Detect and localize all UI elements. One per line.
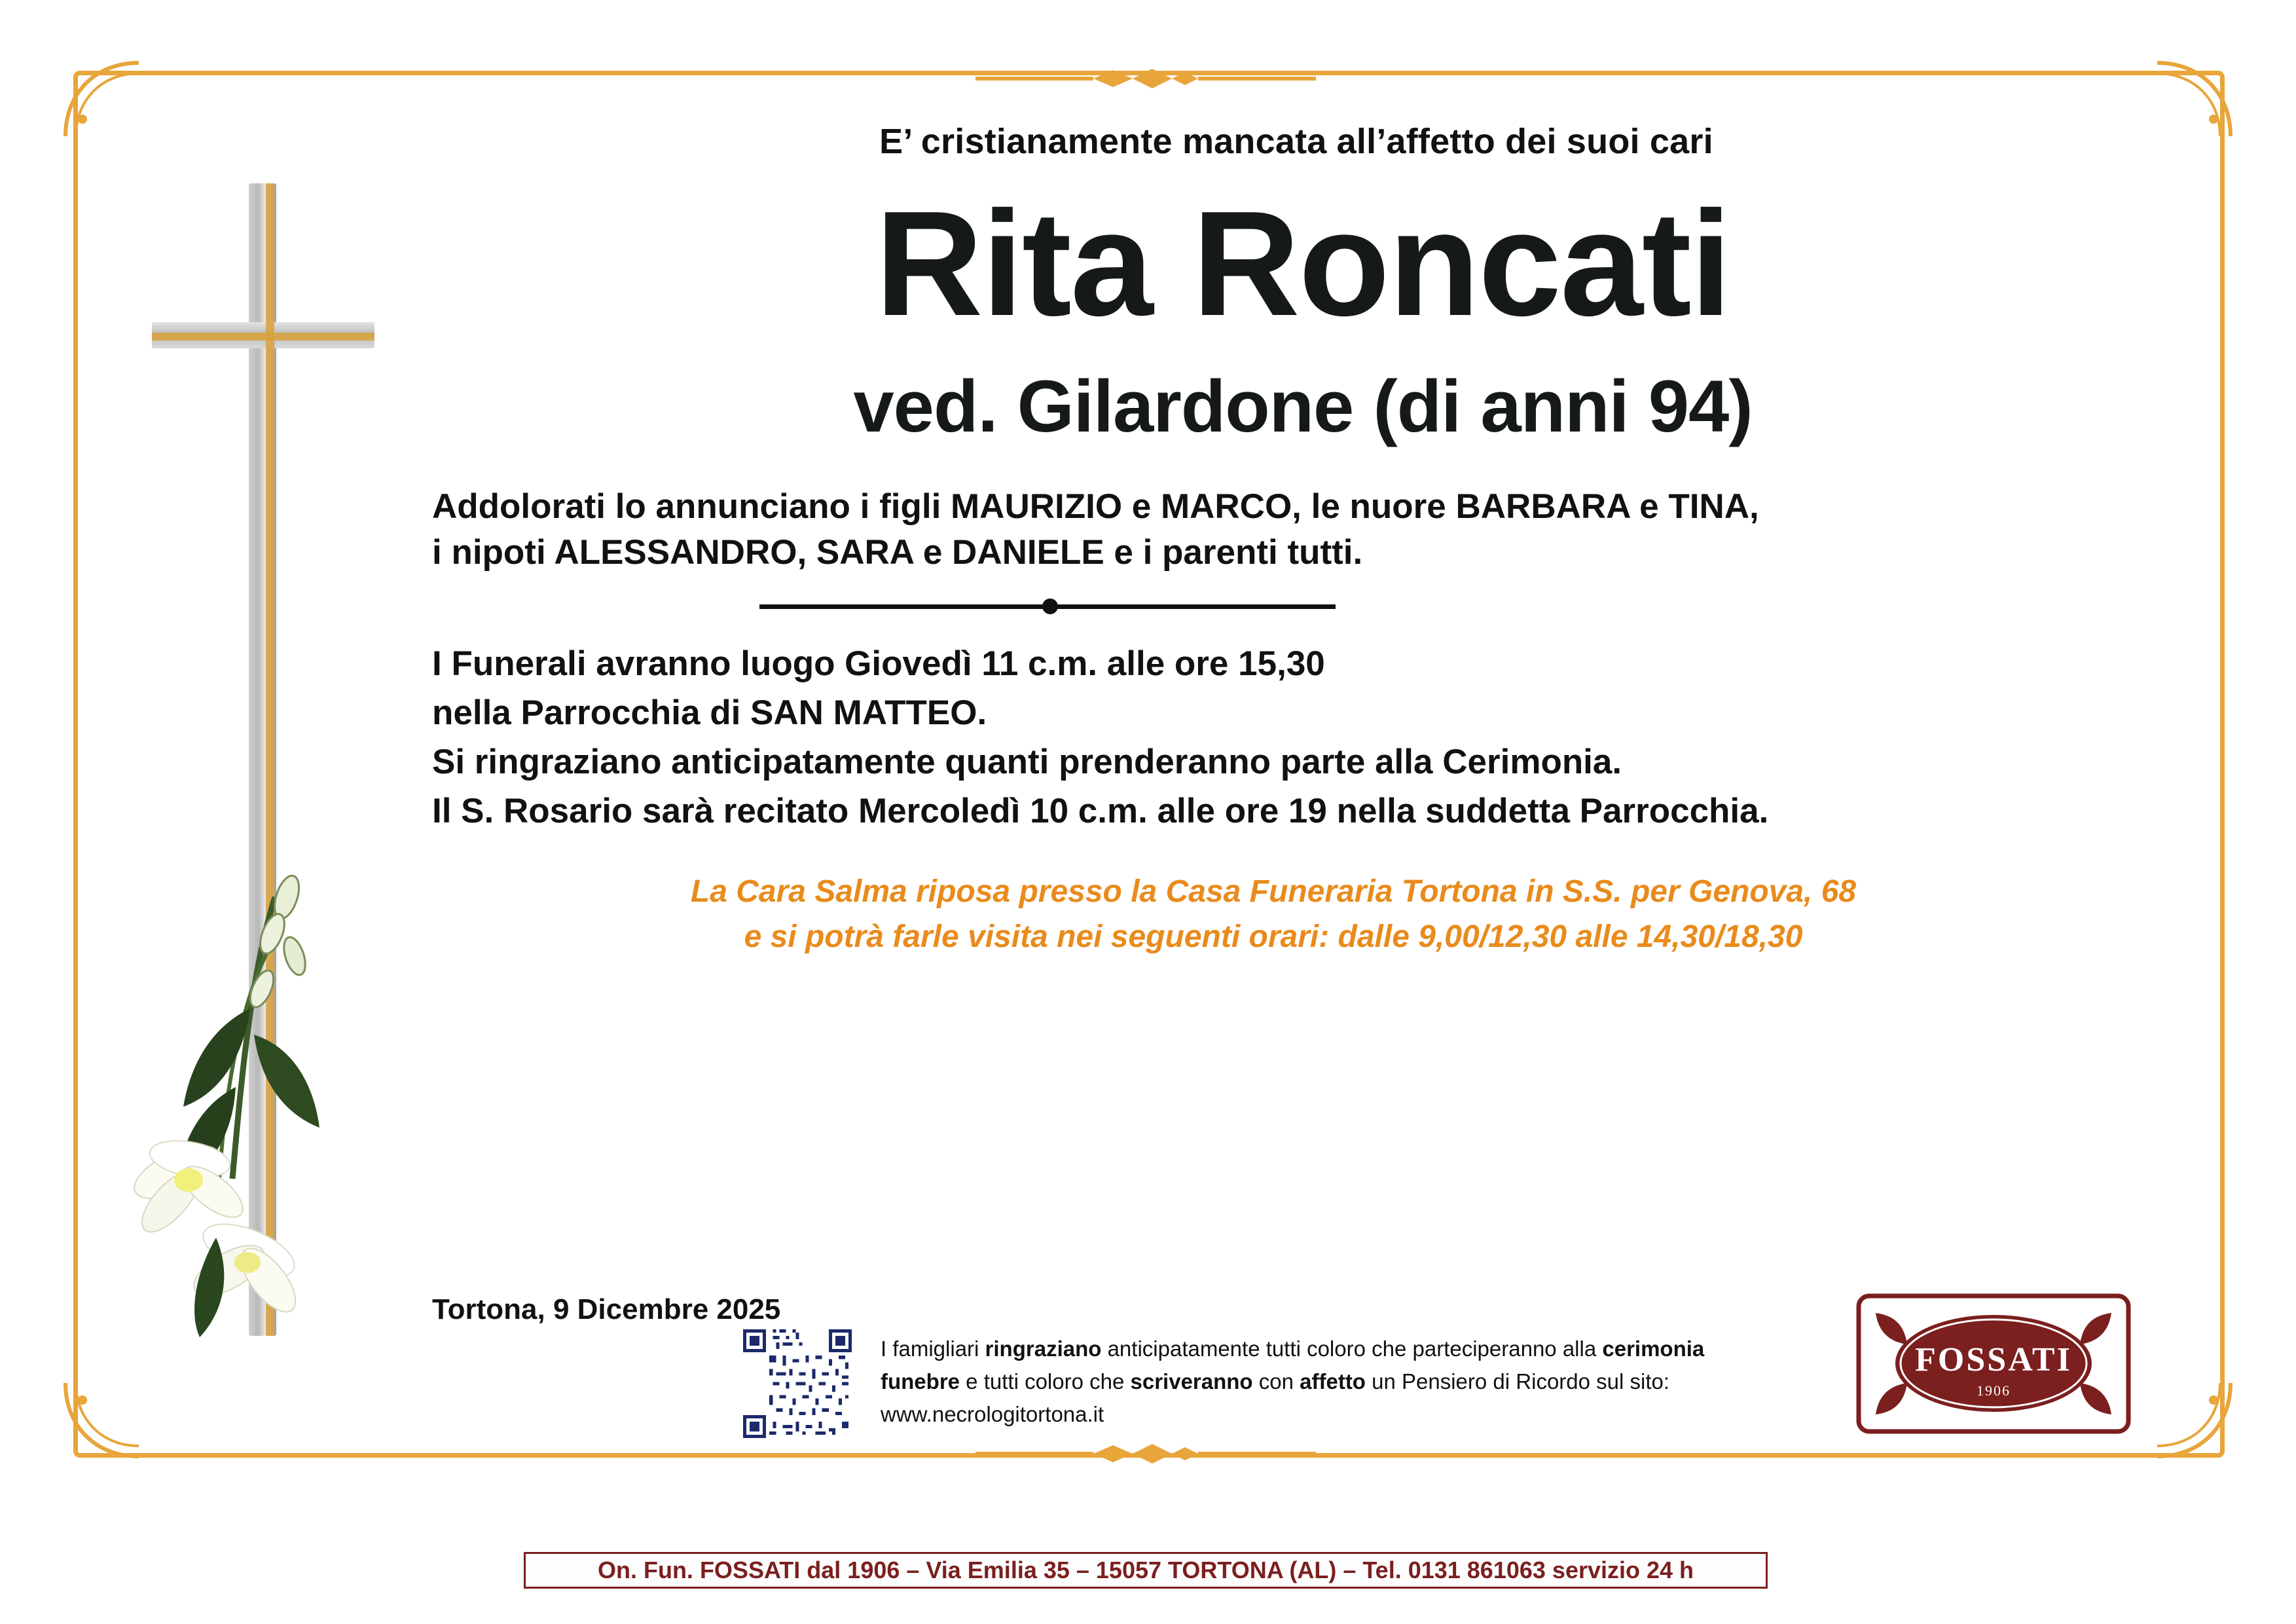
family-announcement bbox=[419, 484, 2187, 576]
qr-code-icon[interactable] bbox=[743, 1329, 852, 1438]
funeral-details bbox=[419, 639, 2187, 836]
note-part-2: anticipatamente tutti coloro che parteciperanno alla bbox=[1101, 1337, 1603, 1361]
funeral-line-1: I Funerali avranno luogo Giovedì 11 c.m. alle ore 15,30 bbox=[432, 644, 1325, 683]
note-bold-2: cerimonia funebre bbox=[881, 1337, 1705, 1394]
lead-line: E’ cristianamente mancata all’affetto dei suoi cari bbox=[879, 122, 1713, 161]
svg-text:FOSSATI: FOSSATI bbox=[1915, 1341, 2072, 1378]
footer-text: On. Fun. FOSSATI dal 1906 – Via Emilia 35 – 15057 TORTONA (AL) – Tel. 0131 861063 servizio 24 h bbox=[597, 1557, 1694, 1583]
note-bold-1: ringraziano bbox=[985, 1337, 1102, 1361]
svg-text:1906: 1906 bbox=[1977, 1382, 2011, 1399]
corner-flourish-bottom-right-icon bbox=[2155, 1380, 2233, 1459]
corner-flourish-top-left-icon bbox=[63, 60, 141, 139]
funeral-home-visiting-info bbox=[419, 869, 2187, 960]
funeral-line-3: Si ringraziano anticipatamente quanti prenderanno parte alla Cerimonia. bbox=[432, 743, 1622, 782]
orange-line-2: e si potrà farle visita nei seguenti orari: dalle 9,00/12,30 alle 14,30/18,30 bbox=[744, 919, 1803, 955]
section-divider bbox=[419, 593, 2187, 619]
note-bold-4: affetto bbox=[1300, 1369, 1366, 1394]
deceased-name: Rita Roncati bbox=[875, 181, 1731, 347]
family-line-2: i nipoti ALESSANDRO, SARA e DANIELE e i parenti tutti. bbox=[432, 533, 1363, 572]
note-part-4: con bbox=[1252, 1369, 1300, 1394]
website-remembrance-note bbox=[881, 1333, 1758, 1431]
orange-line-1: La Cara Salma riposa presso la Casa Funeraria Tortona in S.S. per Genova, 68 bbox=[690, 874, 1857, 909]
corner-flourish-bottom-left-icon bbox=[63, 1380, 141, 1459]
place-date: Tortona, 9 Dicembre 2025 bbox=[432, 1293, 781, 1325]
family-line-1: Addolorati lo annunciano i figli MAURIZIO e MARCO, le nuore BARBARA e TINA, bbox=[432, 487, 1759, 526]
funeral-line-2: nella Parrocchia di SAN MATTEO. bbox=[432, 693, 987, 732]
note-part-3: e tutti coloro che bbox=[960, 1369, 1131, 1394]
footer-contact-bar bbox=[524, 1552, 1768, 1589]
fossati-logo bbox=[1856, 1293, 2131, 1434]
note-bold-3: scriveranno bbox=[1130, 1369, 1253, 1394]
note-part-5: un Pensiero di Ricordo sul sito: www.necrologitortona.it bbox=[881, 1369, 1670, 1427]
ornament-top-center-icon bbox=[975, 65, 1316, 92]
ornament-bottom-center-icon bbox=[975, 1441, 1316, 1467]
lily-flowers-icon bbox=[79, 871, 419, 1342]
deceased-subtitle: ved. Gilardone (di anni 94) bbox=[853, 365, 1753, 447]
note-part-1: I famigliari bbox=[881, 1337, 985, 1361]
notice-text-block bbox=[419, 121, 2187, 960]
funeral-line-4: Il S. Rosario sarà recitato Mercoledì 10 c.m. alle ore 19 nella suddetta Parrocchia. bbox=[432, 792, 1769, 831]
